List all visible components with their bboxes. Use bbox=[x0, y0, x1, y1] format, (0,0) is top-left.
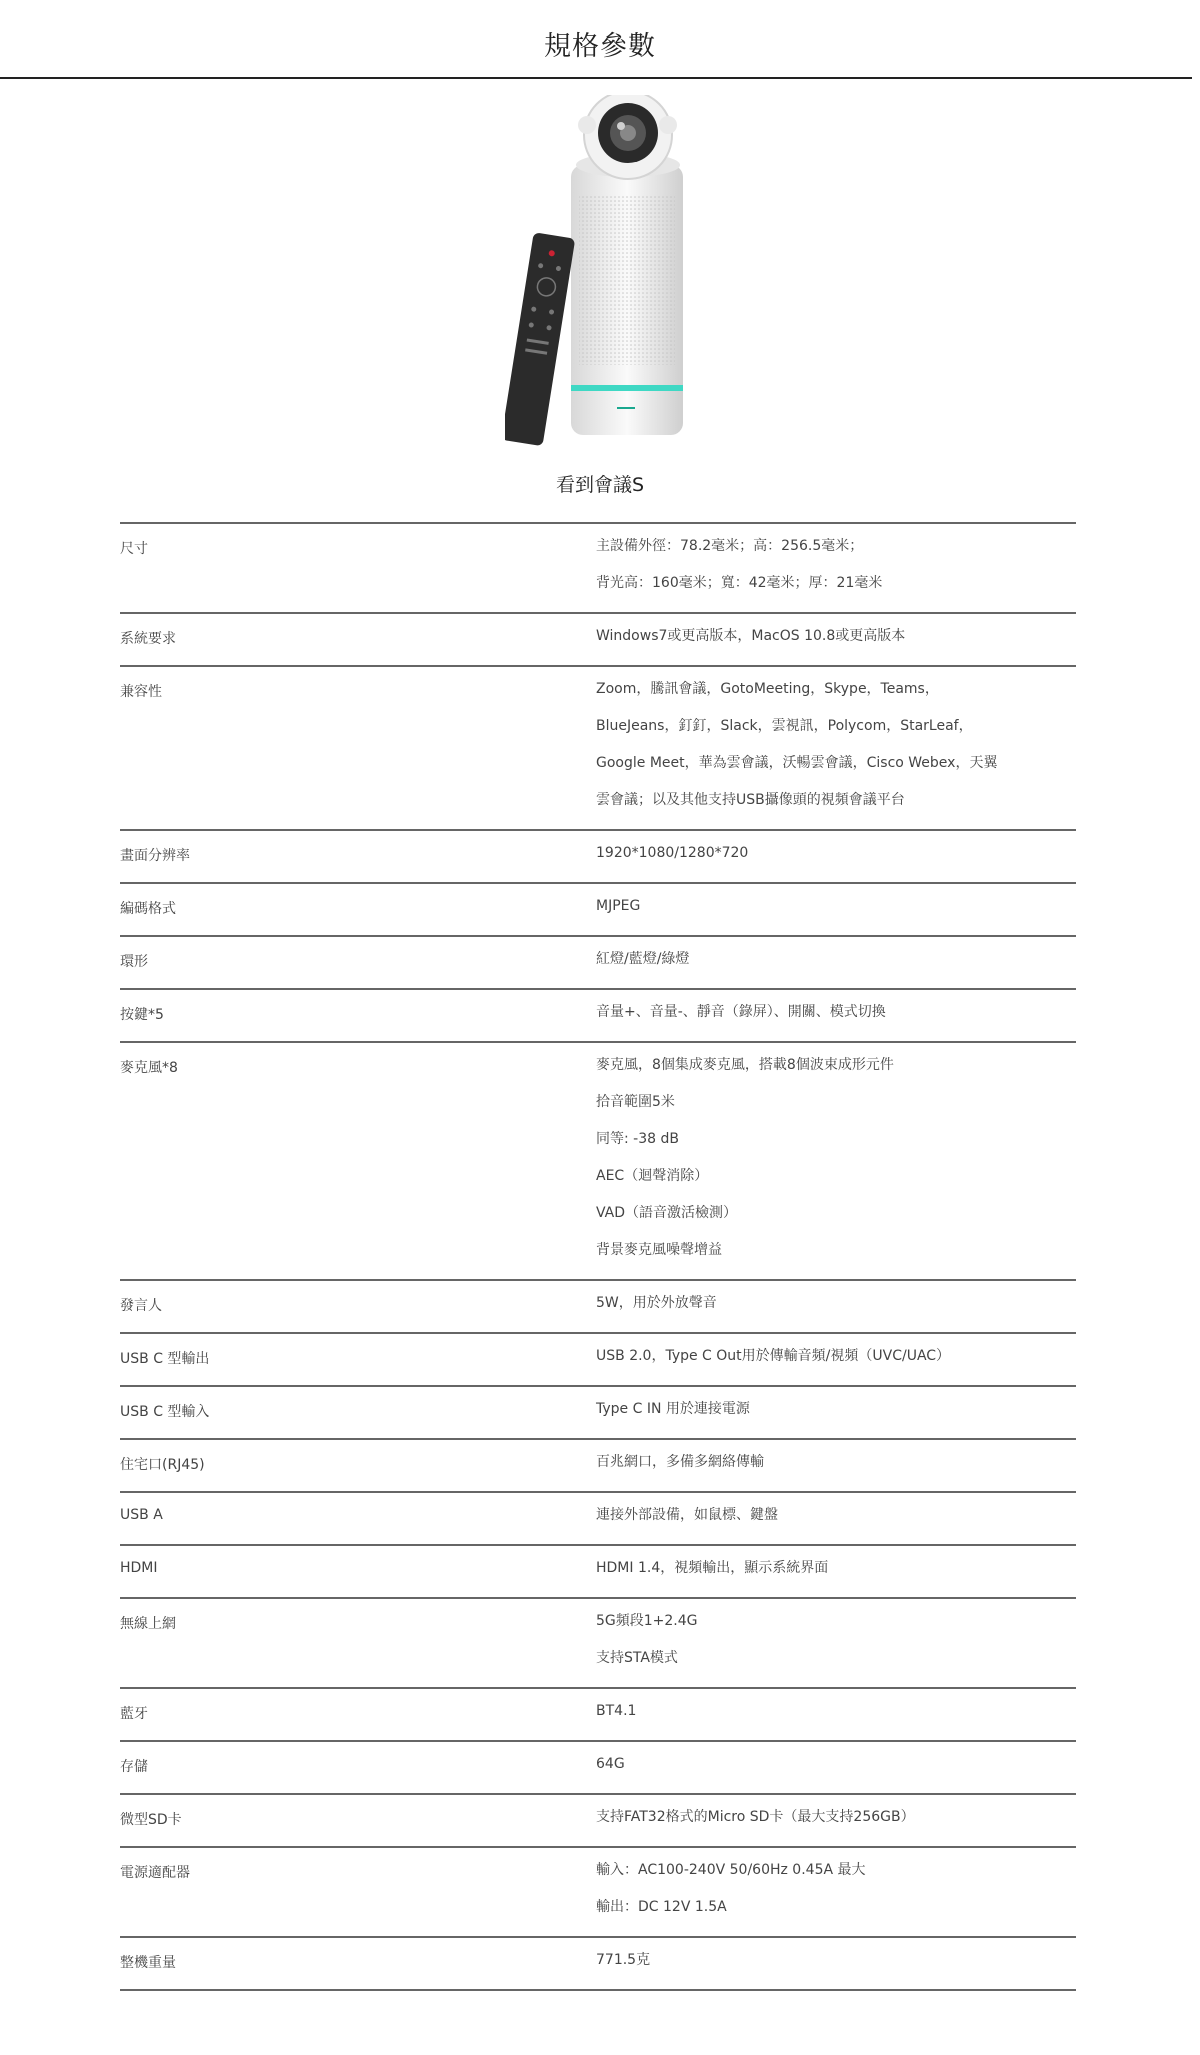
product-name: 看到會議S bbox=[555, 474, 645, 496]
spec-value: BlueJeans，釘釘，Slack，雲視訊，Polycom，StarLeaf， bbox=[596, 718, 973, 734]
spec-row bbox=[120, 1599, 1076, 1689]
spec-label: 畫面分辨率 bbox=[120, 848, 190, 864]
spec-values bbox=[596, 1938, 1076, 1989]
spec-row bbox=[120, 1281, 1076, 1334]
page-title: 規格參數 bbox=[544, 31, 656, 62]
spec-values bbox=[596, 1043, 1076, 1279]
title-divider bbox=[0, 77, 1192, 79]
spec-label: USB C 型輸出 bbox=[120, 1351, 210, 1367]
spec-value: 1920*1080/1280*720 bbox=[596, 845, 749, 861]
spec-row bbox=[120, 1848, 1076, 1938]
spec-value: 紅燈/藍燈/綠燈 bbox=[596, 951, 690, 967]
spec-label: 存儲 bbox=[120, 1759, 148, 1775]
spec-label: 微型SD卡 bbox=[120, 1812, 182, 1828]
spec-value: 輸出：DC 12V 1.5A bbox=[596, 1899, 727, 1915]
spec-row bbox=[120, 1387, 1076, 1440]
spec-values bbox=[596, 1689, 1076, 1740]
spec-row bbox=[120, 1742, 1076, 1795]
spec-values bbox=[596, 614, 1076, 665]
spec-row bbox=[120, 1043, 1076, 1281]
spec-table bbox=[120, 522, 1076, 1991]
spec-label: 發言人 bbox=[120, 1298, 162, 1314]
spec-value: 百兆網口，多備多網絡傳輸 bbox=[596, 1454, 764, 1470]
spec-value: BT4.1 bbox=[596, 1703, 637, 1719]
spec-label: 住宅口(RJ45) bbox=[120, 1457, 205, 1473]
spec-value: Windows7或更高版本，MacOS 10.8或更高版本 bbox=[596, 628, 906, 644]
spec-values bbox=[596, 1387, 1076, 1438]
spec-value: 64G bbox=[596, 1756, 625, 1772]
spec-row bbox=[120, 1334, 1076, 1387]
spec-value: 771.5克 bbox=[596, 1952, 651, 1968]
spec-label: 按鍵*5 bbox=[120, 1007, 164, 1023]
spec-value: 麥克風，8個集成麥克風，搭載8個波束成形元件 bbox=[596, 1057, 894, 1073]
spec-values bbox=[596, 1440, 1076, 1491]
spec-value: 雲會議；以及其他支持USB攝像頭的視頻會議平台 bbox=[596, 792, 905, 808]
spec-value: 背景麥克風噪聲增益 bbox=[596, 1242, 722, 1258]
spec-value: Google Meet，華為雲會議，沃暢雲會議，Cisco Webex，天翼 bbox=[596, 755, 998, 771]
spec-value: MJPEG bbox=[596, 898, 641, 914]
spec-row bbox=[120, 1938, 1076, 1991]
spec-values bbox=[596, 1848, 1076, 1936]
spec-label: 環形 bbox=[120, 954, 148, 970]
spec-label: 尺寸 bbox=[120, 541, 148, 557]
spec-values bbox=[596, 831, 1076, 882]
spec-label: 無線上網 bbox=[120, 1616, 176, 1632]
spec-row bbox=[120, 831, 1076, 884]
spec-values bbox=[596, 667, 1076, 829]
spec-values bbox=[596, 1281, 1076, 1332]
spec-label: HDMI bbox=[120, 1560, 158, 1576]
spec-row bbox=[120, 1440, 1076, 1493]
spec-row bbox=[120, 667, 1076, 831]
spec-value: AEC（迴聲消除） bbox=[596, 1168, 709, 1184]
spec-label: 藍牙 bbox=[120, 1706, 148, 1722]
spec-value: 支持STA模式 bbox=[596, 1650, 678, 1666]
spec-value: 背光高：160毫米；寬：42毫米；厚：21毫米 bbox=[596, 575, 883, 591]
spec-label: USB C 型輸入 bbox=[120, 1404, 210, 1420]
spec-value: Zoom，騰訊會議，GotoMeeting，Skype，Teams， bbox=[596, 681, 939, 697]
spec-row bbox=[120, 937, 1076, 990]
spec-value: 拾音範圍5米 bbox=[596, 1094, 675, 1110]
spec-value: Type C IN 用於連接電源 bbox=[596, 1401, 750, 1417]
spec-values bbox=[596, 1599, 1076, 1687]
spec-value: 支持FAT32格式的Micro SD卡（最大支持256GB） bbox=[596, 1809, 915, 1825]
spec-label: 兼容性 bbox=[120, 684, 162, 700]
spec-label: 電源適配器 bbox=[120, 1865, 190, 1881]
spec-values bbox=[596, 1795, 1076, 1846]
spec-row bbox=[120, 1546, 1076, 1599]
spec-label: USB A bbox=[120, 1507, 163, 1523]
spec-row bbox=[120, 990, 1076, 1043]
spec-row bbox=[120, 884, 1076, 937]
spec-value: 主設備外徑：78.2毫米；高：256.5毫米； bbox=[596, 538, 864, 554]
spec-row bbox=[120, 1689, 1076, 1742]
spec-values bbox=[596, 1742, 1076, 1793]
spec-value: USB 2.0，Type C Out用於傳輸音頻/視頻（UVC/UAC） bbox=[596, 1348, 951, 1364]
spec-label: 系統要求 bbox=[120, 631, 176, 647]
spec-value: VAD（語音激活檢測） bbox=[596, 1205, 738, 1221]
spec-label: 編碼格式 bbox=[120, 901, 176, 917]
spec-label: 麥克風*8 bbox=[120, 1060, 178, 1076]
spec-row bbox=[120, 1795, 1076, 1848]
spec-row bbox=[120, 614, 1076, 667]
spec-values bbox=[596, 1334, 1076, 1385]
spec-value: 連接外部設備，如鼠標、鍵盤 bbox=[596, 1507, 778, 1523]
spec-row bbox=[120, 1493, 1076, 1546]
spec-value: 輸入：AC100-240V 50/60Hz 0.45A 最大 bbox=[596, 1862, 866, 1878]
spec-value: 同等: -38 dB bbox=[596, 1131, 679, 1147]
product-image bbox=[505, 95, 705, 450]
spec-value: 5G頻段1+2.4G bbox=[596, 1613, 698, 1629]
spec-values bbox=[596, 524, 1076, 612]
spec-value: 5W，用於外放聲音 bbox=[596, 1295, 717, 1311]
spec-values bbox=[596, 937, 1076, 988]
spec-values bbox=[596, 990, 1076, 1041]
spec-values bbox=[596, 884, 1076, 935]
spec-values bbox=[596, 1546, 1076, 1597]
spec-row bbox=[120, 524, 1076, 614]
spec-value: 音量+、音量-、靜音（錄屏）、開關、模式切換 bbox=[596, 1004, 886, 1020]
spec-values bbox=[596, 1493, 1076, 1544]
spec-label: 整機重量 bbox=[120, 1955, 176, 1971]
spec-value: HDMI 1.4，視頻輸出，顯示系統界面 bbox=[596, 1560, 829, 1576]
